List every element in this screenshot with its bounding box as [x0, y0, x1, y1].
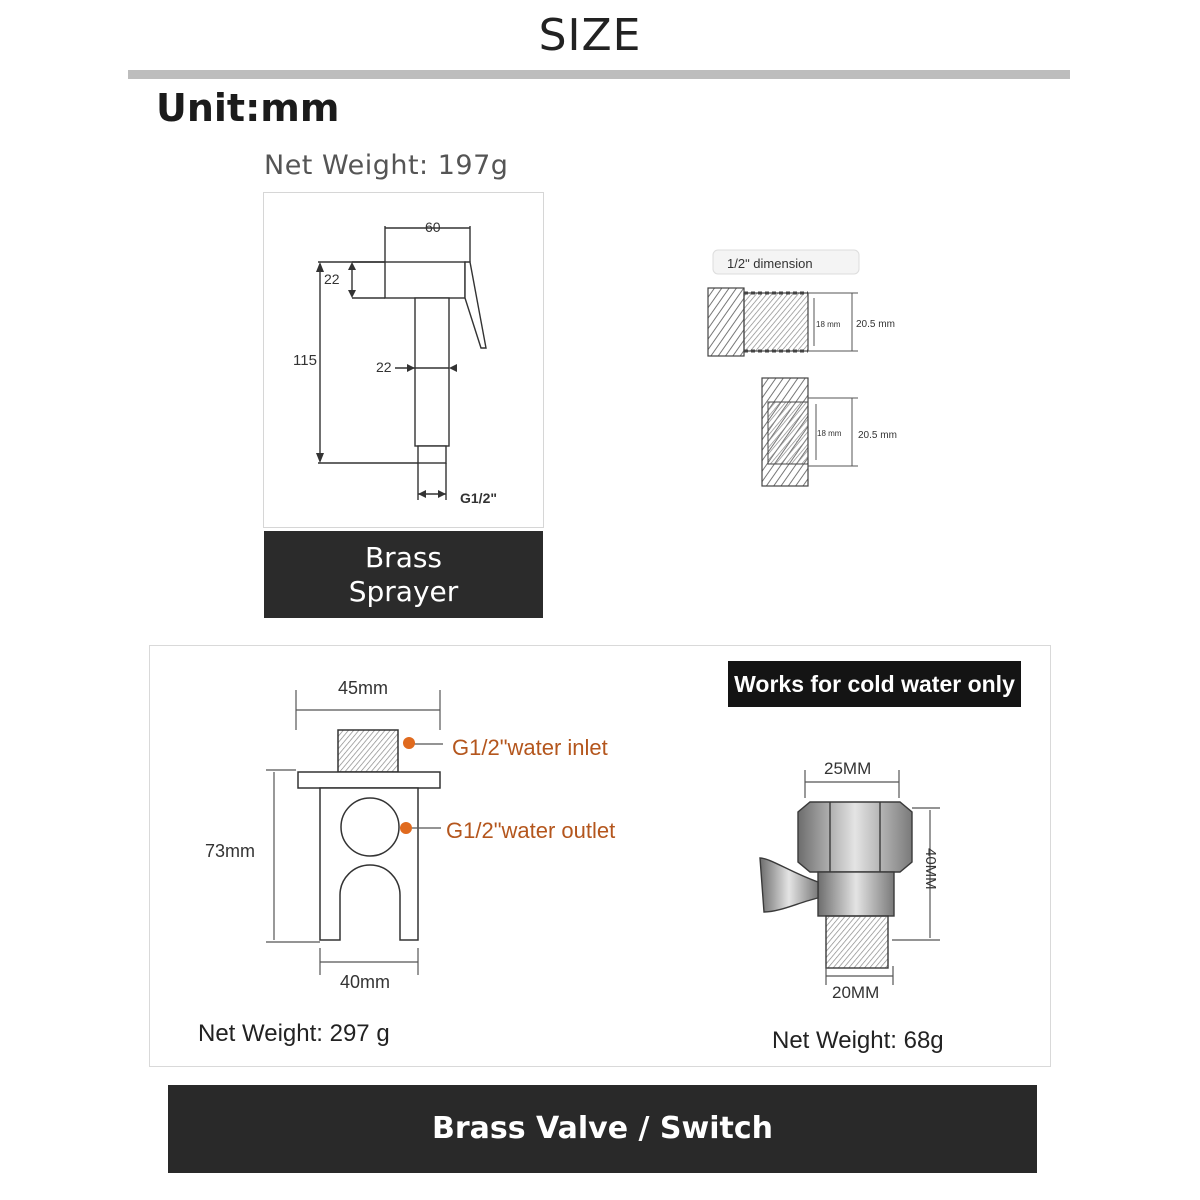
thread-inner-top: 18 mm: [816, 320, 841, 329]
thread-caption: 1/2ʺ dimension: [727, 256, 813, 271]
valve-net-weight: Net Weight: 68g: [772, 1027, 944, 1054]
unit-label: Unit:mm: [156, 86, 340, 130]
inlet-label: G1/2"water inlet: [452, 735, 608, 760]
valve-dim-bottom: 20MM: [832, 983, 880, 1002]
holder-net-weight: Net Weight: 297 g: [198, 1020, 390, 1047]
cold-water-badge: Works for cold water only: [728, 661, 1021, 707]
sprayer-dim-head: 22: [324, 271, 340, 287]
sprayer-banner-line2: Sprayer: [348, 574, 459, 608]
holder-drawing: [298, 730, 440, 940]
sprayer-banner-line1: Brass: [364, 540, 443, 574]
inlet-marker-icon: [403, 737, 415, 749]
valve-drawing: [760, 802, 912, 968]
sprayer-drawing: [318, 226, 486, 500]
holder-dim-bottom: 40mm: [340, 972, 391, 992]
sprayer-dim-thread: G1/2": [460, 490, 497, 506]
valve-dim-height: 40MM: [922, 848, 939, 890]
valve-dim-top: 25MM: [824, 759, 872, 778]
sprayer-dim-stem: 22: [376, 359, 392, 375]
outlet-label: G1/2"water outlet: [446, 818, 616, 843]
holder-dim-top: 45mm: [338, 678, 389, 698]
thread-outer-top: 20.5 mm: [856, 319, 895, 330]
sprayer-dim-width: 60: [425, 219, 441, 235]
sprayer-dim-height: 115: [293, 352, 317, 369]
sprayer-net-weight: Net Weight: 197g: [264, 150, 509, 181]
female-thread-drawing: [762, 378, 858, 486]
outlet-marker-icon: [400, 822, 412, 834]
valve-banner: Brass Valve / Switch: [168, 1085, 1037, 1173]
thread-outer-bottom: 20.5 mm: [858, 430, 897, 441]
page-title: SIZE: [538, 10, 642, 61]
holder-dim-height: 73mm: [205, 841, 256, 861]
thread-inner-bottom: 18 mm: [817, 429, 842, 438]
